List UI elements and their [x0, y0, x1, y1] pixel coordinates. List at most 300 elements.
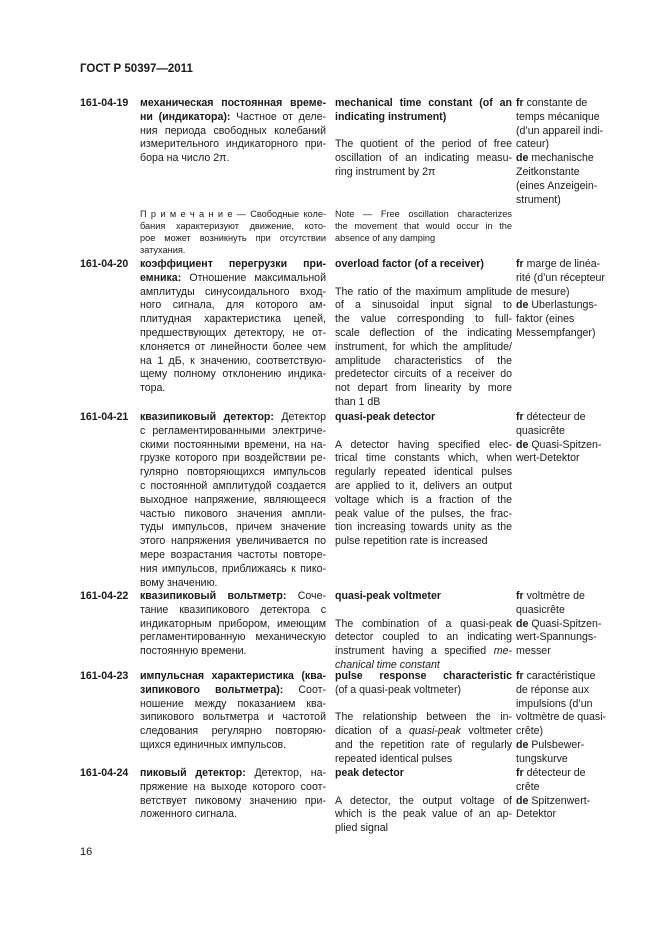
text-segment: the movement that would occur in the: [335, 221, 512, 231]
text-line: [335, 341, 512, 355]
text-line: [140, 466, 326, 480]
text-segment: Zeitkonstante: [516, 165, 580, 178]
text-segment: the value corresponding to full-: [335, 313, 512, 326]
text-line: [335, 355, 512, 369]
text-line: [140, 590, 326, 604]
text-segment: тание квазипикового детектора с: [140, 603, 326, 616]
text-line: [516, 781, 616, 795]
text-segment: с постоянной амплитудой создается: [140, 479, 326, 492]
en-column: [335, 258, 512, 410]
text-segment: quasi-peak voltmeter: [335, 590, 441, 602]
text-segment: на 1 дБ, к значению, соответствую-: [140, 354, 326, 367]
text-segment: щему полному отклонению индика-: [140, 368, 326, 381]
text-line: [140, 313, 326, 327]
text-line: [140, 767, 326, 781]
text-segment: peak value of the pulses, the frac-: [335, 507, 512, 520]
text-segment: рое может возникнуть при отсутствии: [140, 233, 326, 243]
text-line: [140, 563, 326, 577]
text-segment: quasicrête: [516, 603, 565, 616]
text-line: [140, 698, 326, 712]
text-segment: зипикового вольтметра и частотой: [140, 711, 326, 724]
text-line: [335, 753, 512, 767]
text-segment: гулярно повторяющихся импульсов: [140, 466, 326, 479]
text-line: [140, 327, 326, 341]
en-column: [335, 767, 512, 836]
ru-column: [140, 411, 326, 590]
text-segment: détecteur de: [523, 411, 586, 423]
text-segment: амплитуды синусоидального вход-: [140, 285, 326, 298]
text-segment: щихся единичных импульсов.: [140, 738, 287, 751]
text-segment: de réponse aux: [516, 683, 590, 696]
text-line: [516, 166, 616, 180]
text-line: [140, 125, 326, 139]
text-segment: The combination of a quasi-peak: [335, 617, 512, 630]
text-segment: fr: [516, 411, 524, 423]
text-segment: détecteur de: [523, 767, 586, 779]
text-line: [335, 739, 512, 753]
text-line: [140, 725, 326, 739]
text-line: [516, 618, 616, 632]
text-line: [335, 258, 512, 272]
text-line: [516, 138, 616, 152]
text-segment: wert-Spannungs-: [516, 631, 597, 644]
text-segment: peak detector: [335, 767, 404, 779]
text-segment: fr: [516, 767, 524, 779]
text-segment: de: [516, 299, 529, 312]
text-line: [335, 822, 512, 836]
text-line: [140, 631, 326, 645]
text-line: [335, 125, 512, 139]
text-segment: Detektor: [516, 808, 557, 821]
text-line: [335, 232, 512, 244]
text-segment: следования регулярно повторяю-: [140, 725, 326, 738]
text-segment: квазипиковый вольтметр:: [140, 590, 287, 602]
text-segment: плитудная характеристика цепей,: [140, 313, 326, 326]
text-segment: detector coupled to an indicating: [335, 631, 512, 644]
text-segment: мере возрастания частоты повторе-: [140, 548, 326, 561]
text-line: [516, 670, 616, 684]
term-code: 161-04-21: [80, 411, 129, 423]
text-segment: частью пикового значения ампли-: [140, 507, 326, 520]
text-line: [140, 684, 326, 698]
document-header: ГОСТ Р 50397—2011: [80, 63, 193, 75]
text-segment: voltmeter: [460, 725, 512, 738]
text-segment: ring instrument by 2π: [335, 165, 436, 178]
text-line: [140, 535, 326, 549]
text-line: [335, 670, 512, 684]
text-line: [335, 590, 512, 604]
fr-column: [516, 258, 616, 341]
text-segment: туды импульсов, причем значение: [140, 521, 326, 534]
text-segment: scale deflection of the indicating: [335, 326, 512, 339]
text-line: [140, 355, 326, 369]
text-segment: измерительного индикаторного при-: [140, 138, 326, 151]
text-line: [140, 670, 326, 684]
text-line: [140, 111, 326, 125]
text-segment: The quotient of the period of free: [335, 138, 512, 151]
text-segment: постоянную времени.: [140, 645, 247, 658]
text-line: [140, 299, 326, 313]
text-line: [516, 272, 616, 286]
text-segment: П р и м е ч а н и е — Свободные коле-: [140, 209, 326, 219]
text-line: [335, 521, 512, 535]
text-line: [335, 480, 512, 494]
text-segment: Uberlastungs-: [528, 299, 598, 312]
text-line: [516, 286, 616, 300]
text-segment: impulsions (d’un: [516, 697, 593, 710]
text-line: [335, 111, 512, 125]
text-segment: Детектор: [273, 411, 326, 423]
ru-column: [140, 767, 326, 822]
text-line: [140, 272, 326, 286]
text-line: [516, 739, 616, 753]
text-segment: tungskurve: [516, 752, 568, 765]
text-segment: зипикового вольтметра):: [140, 683, 284, 696]
ru-column: [140, 670, 326, 753]
text-line: [140, 645, 326, 659]
text-segment: are applied to it, delivers an output: [335, 479, 512, 492]
text-line: [516, 111, 616, 125]
text-line: [516, 411, 616, 425]
text-segment: коэффициент перегрузки при-: [140, 258, 326, 270]
text-line: [516, 767, 616, 781]
text-line: [516, 439, 616, 453]
fr-column: [516, 590, 616, 659]
text-segment: tion increasing towards unity as the: [335, 521, 512, 534]
text-segment: amplitude characteristics of the: [335, 354, 512, 367]
ru-column: [140, 590, 326, 659]
page-number: 16: [80, 846, 93, 858]
text-segment: mechanische: [528, 152, 594, 165]
text-line: [140, 549, 326, 563]
text-segment: and the repetition rate of regularly: [335, 738, 512, 751]
text-segment: грузке которого при воздействии ре-: [140, 452, 326, 465]
text-line: [335, 604, 512, 618]
text-segment: marge de linéa-: [523, 258, 601, 270]
text-line: [140, 152, 326, 166]
text-line: [140, 739, 326, 753]
text-line: [516, 452, 616, 466]
text-segment: repeated identical pulses: [335, 752, 453, 765]
text-segment: faktor (eines: [516, 313, 575, 326]
text-line: [335, 368, 512, 382]
text-line: [335, 698, 512, 712]
text-line: [516, 604, 616, 618]
text-line: [140, 711, 326, 725]
fr-column: [516, 411, 616, 466]
text-line: [140, 425, 326, 439]
text-line: [140, 781, 326, 795]
en-column: [335, 97, 512, 180]
text-segment: messer: [516, 645, 551, 658]
text-line: [335, 711, 512, 725]
text-segment: fr: [516, 258, 524, 270]
text-segment: fr: [516, 590, 524, 602]
text-segment: A detector, the output voltage of: [335, 794, 512, 807]
text-segment: than 1 dB: [335, 395, 381, 408]
en-column: [335, 670, 512, 767]
en-column: [335, 411, 512, 549]
ru-column: [140, 97, 326, 166]
text-line: [140, 411, 326, 425]
text-segment: quasi-peak detector: [335, 411, 436, 423]
text-line: [516, 313, 616, 327]
text-line: [516, 97, 616, 111]
text-line: [335, 618, 512, 632]
text-line: [516, 753, 616, 767]
text-segment: Messempfanger): [516, 326, 596, 339]
text-line: [335, 725, 512, 739]
text-segment: quasi-peak: [409, 725, 461, 738]
text-segment: предшествующих детектору, не от-: [140, 326, 326, 339]
text-line: [140, 368, 326, 382]
text-segment: ния периода свободных колебаний: [140, 124, 326, 137]
text-line: [516, 327, 616, 341]
text-line: [516, 725, 616, 739]
text-segment: Отношение максимальной: [181, 271, 326, 284]
text-segment: механическая постоянная време-: [140, 97, 326, 109]
text-segment: overload factor (of a receiver): [335, 258, 484, 270]
text-line: [140, 604, 326, 618]
text-segment: dication of a: [335, 725, 410, 738]
text-segment: rité (d’un récepteur: [516, 271, 605, 284]
text-segment: plied signal: [335, 822, 389, 835]
text-line: [335, 299, 512, 313]
text-line: [516, 425, 616, 439]
term-code: 161-04-22: [80, 590, 129, 602]
text-line: [335, 466, 512, 480]
text-line: [140, 494, 326, 508]
text-line: [335, 684, 512, 698]
text-line: [335, 439, 512, 453]
text-segment: Note — Free oscillation characterizes: [335, 209, 512, 219]
text-line: [335, 220, 512, 232]
text-line: [335, 795, 512, 809]
text-line: [335, 781, 512, 795]
fr-column: [516, 767, 616, 822]
text-segment: absence of any damping: [335, 233, 436, 243]
text-segment: ветствует пиковому значению при-: [140, 794, 326, 807]
text-segment: бора на число 2π.: [140, 152, 230, 165]
text-segment: Spitzenwert-: [528, 794, 591, 807]
text-line: [335, 152, 512, 166]
text-segment: Quasi-Spitzen-: [528, 617, 602, 630]
text-segment: which is the peak value of an ap-: [335, 808, 512, 821]
fr-column: [516, 670, 616, 767]
text-line: [516, 258, 616, 272]
ru-column: [140, 208, 326, 256]
text-line: [140, 795, 326, 809]
text-line: [335, 208, 512, 220]
en-column: [335, 590, 512, 673]
text-segment: voltmètre de: [523, 590, 585, 602]
text-segment: Частное от деле-: [230, 110, 326, 123]
text-segment: скими постоянными времени, на на-: [140, 438, 326, 451]
text-line: [140, 439, 326, 453]
text-segment: instrument, for which the amplitude/: [335, 340, 512, 353]
text-line: [335, 138, 512, 152]
text-line: [140, 452, 326, 466]
text-line: [516, 631, 616, 645]
text-line: [140, 208, 326, 220]
text-segment: регламентированную механическую: [140, 631, 326, 644]
text-segment: crête): [516, 725, 544, 738]
text-line: [516, 180, 616, 194]
text-segment: de: [516, 738, 529, 751]
text-segment: (eines Anzeigein-: [516, 179, 598, 192]
text-segment: strument): [516, 193, 561, 206]
text-line: [516, 152, 616, 166]
text-segment: этого напряжения увеличивается по: [140, 535, 326, 548]
text-segment: емника:: [140, 271, 182, 284]
text-line: [140, 97, 326, 111]
text-line: [335, 535, 512, 549]
text-line: [140, 808, 326, 822]
text-segment: тора.: [140, 382, 166, 395]
text-line: [335, 286, 512, 300]
text-line: [516, 808, 616, 822]
text-segment: Соот-: [283, 683, 326, 696]
text-line: [140, 232, 326, 244]
text-line: [516, 684, 616, 698]
text-line: [140, 138, 326, 152]
text-segment: regularly repeated identical pulses: [335, 466, 512, 479]
text-line: [140, 577, 326, 591]
fr-column: [516, 97, 616, 207]
text-segment: ни (индикатора):: [140, 110, 231, 123]
text-segment: (of a quasi-peak voltmeter): [335, 683, 462, 696]
text-segment: de: [516, 794, 529, 807]
term-code: 161-04-20: [80, 258, 129, 270]
text-segment: pulse response characteristic: [335, 670, 512, 682]
text-segment: A detector having specified elec-: [335, 438, 512, 451]
text-line: [516, 125, 616, 139]
text-segment: de: [516, 438, 529, 451]
text-segment: бания характеризуют движение, кото-: [140, 221, 326, 231]
text-line: [335, 645, 512, 659]
text-line: [516, 590, 616, 604]
text-segment: вому значению.: [140, 576, 218, 589]
text-line: [335, 411, 512, 425]
text-segment: me-: [493, 645, 512, 658]
text-line: [516, 711, 616, 725]
text-line: [335, 272, 512, 286]
text-line: [140, 286, 326, 300]
text-segment: instrument having a specified: [335, 645, 494, 658]
text-segment: индикаторным прибором, имеющим: [140, 617, 326, 630]
text-line: [516, 698, 616, 712]
text-segment: wert-Detektor: [516, 452, 580, 465]
text-line: [140, 258, 326, 272]
ru-column: [140, 258, 326, 396]
text-segment: ного сигнала, для которого ам-: [140, 299, 326, 312]
text-line: [140, 521, 326, 535]
text-line: [140, 480, 326, 494]
text-line: [140, 382, 326, 396]
text-line: [335, 494, 512, 508]
text-line: [516, 795, 616, 809]
text-line: [335, 808, 512, 822]
text-segment: chanical time constant: [335, 658, 440, 671]
text-line: [335, 396, 512, 410]
text-segment: caractéristique: [523, 670, 596, 682]
text-segment: fr: [516, 670, 524, 682]
text-segment: Детектор, на-: [245, 767, 326, 779]
text-segment: pulse repetition rate is increased: [335, 535, 488, 548]
text-segment: квазипиковый детектор:: [140, 411, 274, 423]
text-segment: выходное напряжение, являющееся: [140, 493, 326, 506]
text-line: [335, 97, 512, 111]
text-segment: voltage which is a fraction of the: [335, 493, 512, 506]
text-line: [335, 767, 512, 781]
text-segment: The relationship between the in-: [335, 711, 512, 724]
term-code: 161-04-23: [80, 670, 129, 682]
text-line: [516, 299, 616, 313]
text-line: [516, 194, 616, 208]
text-segment: затухания.: [140, 245, 186, 255]
en-column: [335, 208, 512, 244]
text-line: [335, 382, 512, 396]
text-segment: temps mécanique: [516, 110, 600, 123]
text-segment: of a sinusoidal input signal to: [335, 299, 512, 312]
text-line: [335, 166, 512, 180]
text-segment: The ratio of the maximum amplitude: [335, 285, 512, 298]
text-line: [140, 508, 326, 522]
text-segment: mechanical time constant (of an: [335, 97, 512, 109]
text-line: [335, 452, 512, 466]
text-segment: cateur): [516, 138, 549, 151]
text-line: [335, 425, 512, 439]
text-segment: с регламентированными электриче-: [140, 424, 326, 437]
text-segment: Quasi-Spitzen-: [528, 438, 602, 451]
text-line: [140, 220, 326, 232]
text-segment: ношение между показанием ква-: [140, 697, 326, 710]
text-segment: not depart from linearity by more: [335, 382, 512, 395]
text-segment: quasicrête: [516, 424, 565, 437]
term-code: 161-04-24: [80, 767, 129, 779]
text-segment: Pulsbewer-: [528, 738, 585, 751]
text-line: [140, 244, 326, 256]
text-segment: пряжение на выходе которого соот-: [140, 780, 326, 793]
text-line: [140, 618, 326, 632]
text-segment: predetector circuits of a receiver do: [335, 368, 512, 381]
text-segment: de: [516, 617, 529, 630]
text-segment: (d’un appareil indi-: [516, 124, 604, 137]
text-segment: voltmètre de quasi-: [516, 711, 607, 724]
text-line: [516, 645, 616, 659]
text-segment: oscillation of an indicating measu-: [335, 152, 512, 165]
text-segment: indicating instrument): [335, 110, 447, 123]
text-line: [335, 327, 512, 341]
text-segment: fr: [516, 97, 524, 109]
text-segment: constante de: [523, 97, 588, 109]
text-segment: trical time constants which, when: [335, 452, 512, 465]
term-code: 161-04-19: [80, 97, 129, 109]
text-segment: ния импульсов, приближаясь к пико-: [140, 562, 326, 575]
text-line: [335, 313, 512, 327]
text-line: [335, 508, 512, 522]
text-segment: ложенного сигнала.: [140, 808, 237, 821]
text-segment: Соче-: [286, 590, 326, 602]
text-segment: de mesure): [516, 285, 570, 298]
text-line: [140, 341, 326, 355]
text-segment: импульсная характеристика (ква-: [140, 670, 326, 682]
text-segment: клоняется от линейности более чем: [140, 340, 326, 353]
text-segment: пиковый детектор:: [140, 767, 246, 779]
text-segment: de: [516, 152, 529, 165]
text-line: [335, 631, 512, 645]
text-segment: crête: [516, 780, 540, 793]
